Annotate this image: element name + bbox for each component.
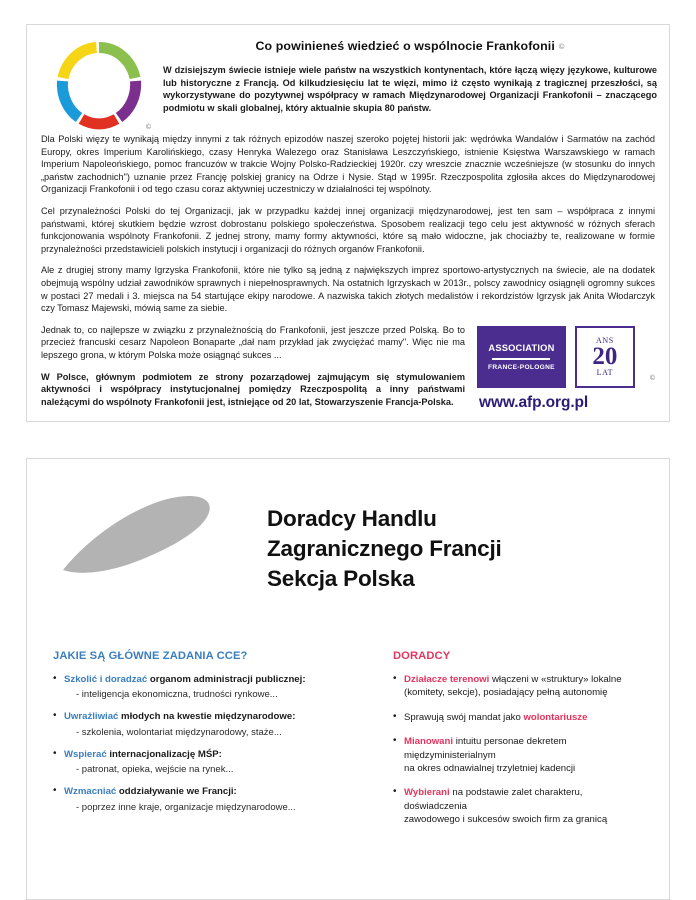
task-highlight: Szkolić i doradzać [64, 674, 148, 685]
list-item [53, 710, 371, 738]
francophonie-ring-logo [56, 41, 142, 133]
article-paragraph-2: Dla Polski więzy te wynikają między innymi z tak różnych epizodów naszej szeroko pojętej historii jak: wędrówka Wandalów i Sarmatów na zachód Europy, okres Imperium Karolińskiego, czasy Henryka Walezego oraz Stanisława Leszczyńskiego, istnienie Księstwa Warszawskiego w ramach Imperium Napoleońskiego, pomoc francuzów w trakcie Wojny Polsko-Radzieckiej 1920r. czy wreszcie znacznie wcześniejsze (w stosunku do innych „państw zachodnich") uznanie przez Francję polskiej granicy na Odrze i Nysie. Stąd w 1995r. Rzeczpospolita zgłosiła akces do Międzynarodowej Organizacji Frankofonii i od tego czasu coraz aktywniej uczestniczy w działalności tej wspólnoty. [41, 134, 655, 195]
advisor-highlight: Działacze terenowi [404, 674, 490, 685]
afp-france-pologne-label: FRANCE-POLOGNE [488, 363, 555, 371]
cce-e-swoosh-logo [55, 474, 240, 624]
advisor-highlight: wolontariusze [523, 711, 588, 723]
afp-logo-row [477, 326, 655, 388]
cce-logo-container [27, 474, 267, 624]
article-body [39, 133, 657, 411]
afp-ans-number: 20 [592, 343, 618, 371]
task-detail: - poprzez inne kraje, organizacje międzynarodowe... [76, 801, 296, 813]
advisor-rest: na podstawie zalet charakteru, doświadczenia [404, 787, 583, 812]
page-title-copyright: © [558, 42, 565, 52]
afp-association-label: ASSOCIATION [488, 342, 555, 353]
cce-title-line-3: Sekcja Polska [267, 565, 415, 591]
advisor-rest: włączeni w «struktury» lokalne [489, 674, 622, 685]
afp-divider [492, 358, 550, 360]
list-item [393, 673, 647, 700]
article-intro-block [159, 35, 657, 123]
cce-tasks-heading: JAKIE SĄ GŁÓWNE ZADANIA CCE? [53, 650, 248, 662]
advisor-continuation: (komitety, sekcje), posiadający pełną autonomię [404, 687, 608, 699]
task-rest: młodych na kwestie międzynarodowe: [118, 711, 296, 723]
task-highlight: Uwrażliwiać [64, 711, 119, 723]
cce-advisors-column [393, 650, 647, 838]
afp-ans-label: ANS [595, 336, 614, 346]
advisor-highlight: Wybierani [404, 787, 450, 799]
task-rest: oddziaływanie we Francji: [116, 786, 237, 798]
advisor-highlight: Mianowani [404, 736, 454, 748]
advisor-continuation: na okres odnawialnej trzyletniej kadencji [404, 763, 576, 775]
afp-lat-label: LAT [596, 368, 614, 378]
list-item [53, 748, 371, 776]
task-rest: internacjonalizację MŚP: [106, 748, 222, 760]
advisor-continuation: zawodowego i sukcesów swoich firm za granicą [404, 814, 608, 826]
article-paragraph-5: Jednak to, co najlepsze w związku z przynależnością do Frankofonii, jest jeszcze przed Polską. Bo to przecież francuski cesarz Napoleon Bonaparte „dał nam przykład jak zwyciężać mamy". Więc nie ma lepszego grona, w którym Polska może osiągnąć sukces ... [41, 324, 465, 360]
article-header [39, 35, 657, 133]
cce-advisors-heading: DORADCY [393, 650, 451, 662]
cce-tasks-list [53, 673, 371, 814]
article-closing-paragraph: W Polsce, głównym podmiotem ze strony pozarządowej zajmującym się stymulowaniem aktywności i współpracy instytucjonalnej pomiędzy Rzeczpospolitą a inny państwami należącymi do wspólnoty Frankofonii jest, istniejące od 20 lat, Stowarzyszenie Francja-Polska. [41, 371, 465, 407]
list-item [53, 785, 371, 813]
francophonie-logo-copyright: © [145, 124, 151, 131]
advisor-rest: intuitu personae dekretem międzyministerialnym [404, 736, 567, 761]
task-rest: organom administracji publicznej: [147, 674, 306, 685]
page-title [163, 39, 657, 53]
francophonie-ring-svg [56, 41, 142, 133]
afp-logo-block [477, 326, 655, 412]
cce-columns [27, 624, 669, 838]
afp-copyright: © [649, 374, 655, 382]
afp-website-url[interactable]: www.afp.org.pl [479, 393, 589, 411]
cce-title [267, 504, 669, 594]
page-title-text: Co powinieneś wiedzieć o wspólnocie Frankofonii [255, 39, 555, 53]
cce-tasks-column [53, 650, 371, 838]
task-detail: - patronat, opieka, wejście na rynek... [76, 764, 234, 776]
advisor-pre: Sprawują swój mandat jako [404, 711, 524, 723]
task-detail: - szkolenia, wolontariat międzynarodowy, staże... [76, 726, 282, 738]
afp-anniversary-box [575, 326, 635, 388]
cce-header [27, 459, 669, 624]
article-paragraph-3: Cel przynależności Polski do tej Organizacji, jak w przypadku każdej innej organizacji międzynarodowej, jest ten sam – współpraca z innymi państwami, której skutkiem będzie wzrost dobrostanu polskiego społeczeństwa. Sposobem realizacji tego celu jest aktywność w różnych sferach funkcjonowania wspólnoty Frankofonii. Z jednej strony, mamy formy aktywności, które są mało widoczne, jak chociażby te, realizowane w formie przynależności przedstawicieli polskich instytucji i organizacji do różnych organów Frankofonii. [41, 205, 655, 254]
cce-title-line-2: Zagranicznego Francji [267, 535, 502, 561]
list-item [393, 711, 647, 724]
list-item [393, 786, 647, 826]
task-detail: - inteligencja ekonomiczna, trudności rynkowe... [76, 689, 278, 701]
article-paragraph-1: W dzisiejszym świecie istnieje wiele państw na wszystkich kontynentach, które łączą więzy językowe, kulturowe lub historyczne z Francją. Od kilkudziesięciu lat te więzi, mimo iż często wynikają z tragicznej przeszłości, są wykorzystywane do pozytywnej współpracy w ramach Międzynarodowej Organizacji Frankofonii – znaczącego podmiotu w skali globalnej, który aktualnie skupia 80 państw. [163, 65, 657, 113]
cce-card [26, 458, 670, 900]
cce-grey-swoosh-icon [63, 496, 210, 573]
task-highlight: Wzmacniać [64, 786, 117, 798]
article-card [26, 24, 670, 422]
francophonie-logo-container [39, 35, 159, 133]
article-paragraph-4: Ale z drugiej strony mamy Igrzyska Frankofonii, które nie tylko są jedną z największych imprez sportowo-artystycznych na świecie, ale na dodatek obejmują wspólny udział zawodników sprawnych i niepełnosprawnych. Na ostatnich Igrzyskach w 2013r., polscy zawodnicy osiągnęli ogromny sukces w postaci 27 medali i 3. miejsca na 54 startujące ekipy narodowe. A nazwiska takich złotych medalistów i rekordzistów Igrzysk jak Anita Włodarczyk czy Tomasz Majewski, mówią same za siebie. [41, 265, 655, 314]
afp-association-box [477, 326, 566, 388]
cce-title-line-1: Doradcy Handlu [267, 505, 437, 531]
cce-advisors-list [393, 673, 647, 827]
task-highlight: Wspierać [64, 748, 107, 760]
list-item [393, 735, 647, 775]
list-item [53, 673, 371, 701]
